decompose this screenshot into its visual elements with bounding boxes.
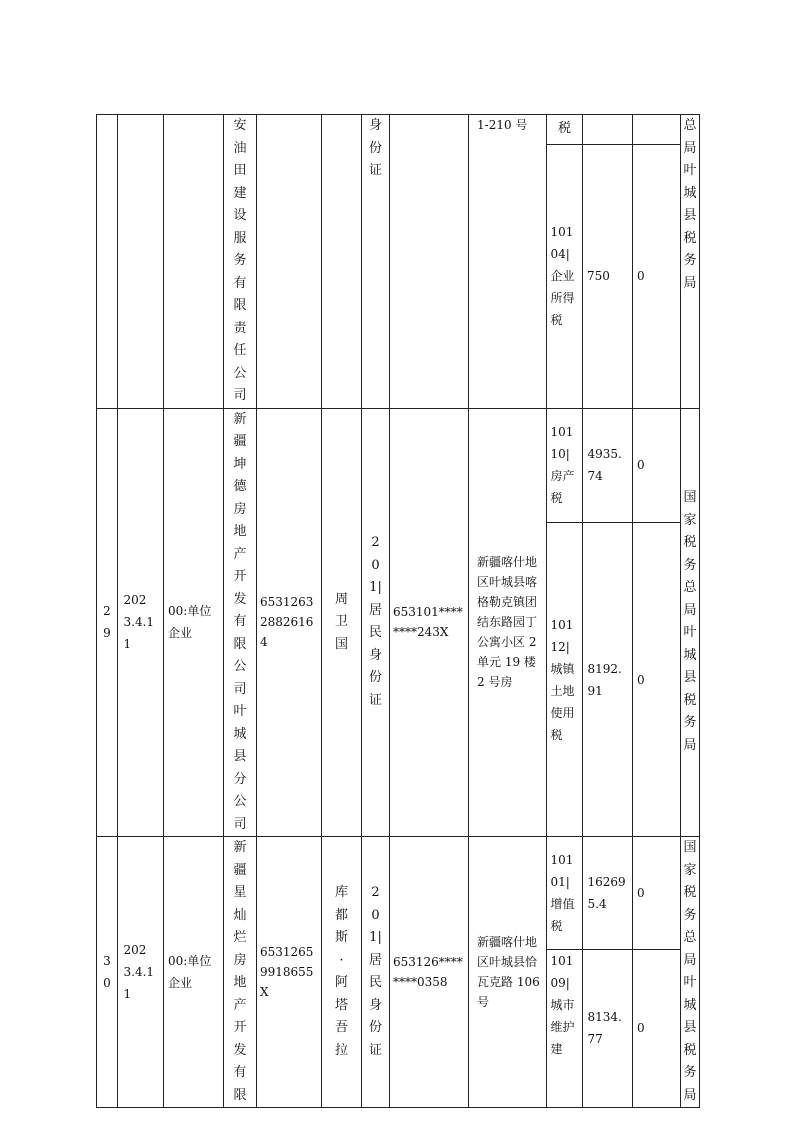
credit-code-cell: 65312632882616 4 (257, 408, 322, 837)
table-row (97, 408, 700, 523)
seq-cell: 30 (97, 837, 118, 1108)
legal-person-cell (322, 115, 362, 409)
tax-paid-cell: 0 (633, 145, 681, 408)
tax-item-cell: 税 (547, 115, 583, 145)
id-number-cell: 653101********243X (390, 408, 469, 837)
tax-amount-cell: 8192.91 (583, 523, 633, 837)
legal-person-cell: 库都斯·阿塔吾拉 (322, 837, 362, 1108)
legal-person-cell: 周卫国 (322, 408, 362, 837)
credit-code-cell (257, 115, 322, 409)
tax-paid-cell: 0 (633, 523, 681, 837)
table-row (97, 837, 700, 950)
tax-item-cell: 10104|企业所得税 (547, 145, 583, 408)
id-number-cell: 653126********0358 (390, 837, 469, 1108)
tax-paid-cell: 0 (633, 837, 681, 950)
credit-code-cell: 65312659918655X (257, 837, 322, 1108)
taxpayer-type-cell: 00:单位企业 (164, 837, 224, 1108)
tax-paid-cell (633, 115, 681, 145)
tax-authority-cell: 总局叶城县税务局 (681, 115, 700, 409)
date-cell (118, 115, 164, 409)
tax-amount-cell: 750 (583, 145, 633, 408)
tax-paid-cell: 0 (633, 949, 681, 1107)
tax-authority-cell: 国家税务总局叶城县税务局 (681, 408, 700, 837)
id-type-cell: 201|居民身份证 (362, 837, 390, 1108)
date-cell: 2023.4.11 (118, 408, 164, 837)
tax-arrears-table (96, 114, 700, 1108)
tax-item-cell: 10101|增值税 (547, 837, 583, 950)
tax-item-cell: 10112|城镇土地使用税 (547, 523, 583, 837)
address-cell: 新疆喀什地区叶城县恰瓦克路 106 号 (469, 837, 547, 1108)
company-name-cell: 新疆坤德房地产开发有限公司叶城县分公司 (224, 408, 257, 837)
address-cell: 新疆喀什地区叶城县喀格勒克镇团结东路园丁公寓小区 2 单元 19 楼 2 号房 (469, 408, 547, 837)
table-row (97, 115, 700, 145)
tax-amount-cell: 162695.4 (583, 837, 633, 950)
company-name-cell: 安油田建设服务有限责任公司 (224, 115, 257, 409)
taxpayer-type-cell: 00:单位企业 (164, 408, 224, 837)
id-number-cell (390, 115, 469, 409)
tax-authority-cell: 国家税务总局叶城县税务局 (681, 837, 700, 1108)
tax-paid-cell: 0 (633, 408, 681, 523)
seq-cell: 29 (97, 408, 118, 837)
taxpayer-type-cell (164, 115, 224, 409)
date-cell: 2023.4.11 (118, 837, 164, 1108)
tax-amount-cell: 4935.74 (583, 408, 633, 523)
tax-amount-cell: 8134.77 (583, 949, 633, 1107)
id-type-cell: 201|居民身份证 (362, 408, 390, 837)
id-type-cell: 身份证 (362, 115, 390, 409)
tax-item-cell: 10110|房产税 (547, 408, 583, 523)
tax-amount-cell (583, 115, 633, 145)
address-cell: 1-210 号 (469, 115, 547, 409)
tax-item-cell: 10109|城市维护建 (547, 949, 583, 1107)
seq-cell (97, 115, 118, 409)
company-name-cell: 新疆星灿烂房地产开发有限 (224, 837, 257, 1108)
